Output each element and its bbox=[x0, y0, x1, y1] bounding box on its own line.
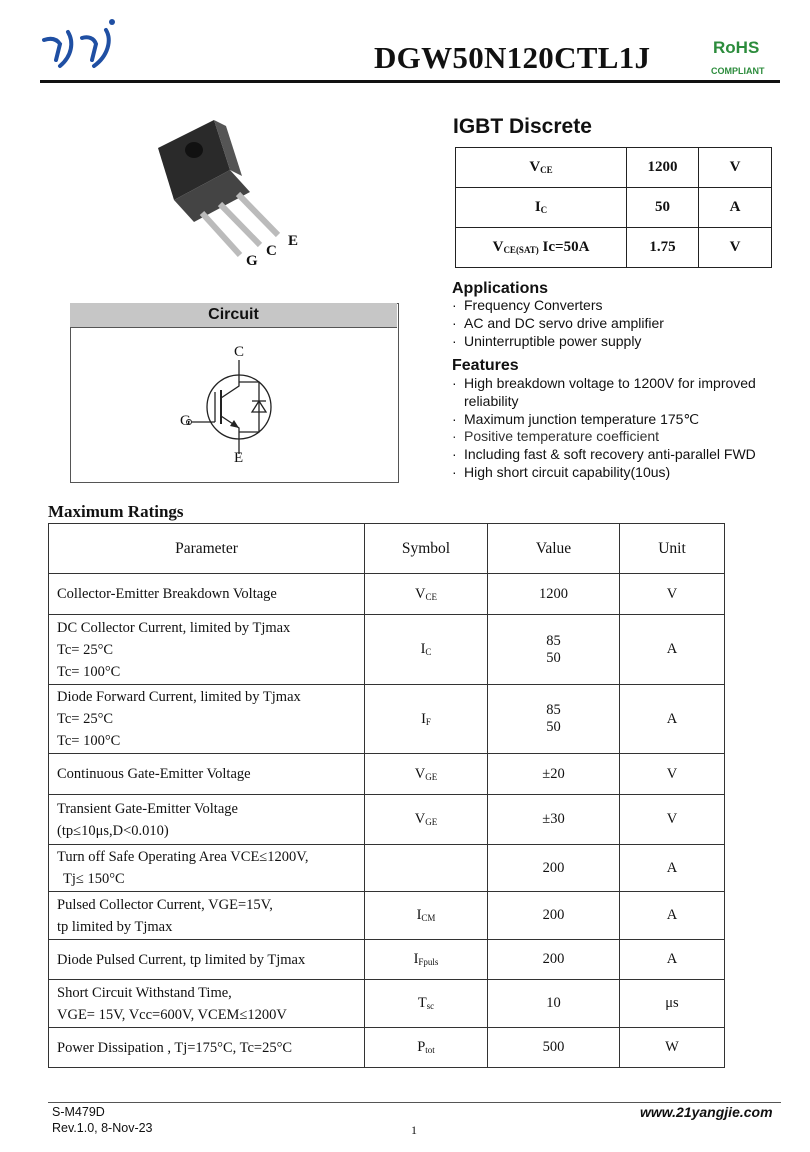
table-row: Collector-Emitter Breakdown Voltage $V_{CE}$ 1200 V bbox=[49, 574, 725, 615]
website-link[interactable]: www.21yangjie.com bbox=[640, 1104, 773, 1120]
key-spec-table bbox=[455, 147, 772, 268]
list-item: · Frequency Converters bbox=[452, 297, 782, 315]
list-item: · Including fast & soft recovery anti-parallel FWD bbox=[452, 446, 782, 464]
list-item: · Maximum junction temperature 175℃ bbox=[452, 411, 782, 429]
table-row: Diode Pulsed Current, tp limited by Tjmax $I_{Fpuls}$ 200 A bbox=[49, 940, 725, 980]
ratings-header-row: Parameter Symbol Value Unit bbox=[49, 524, 725, 574]
rohs-compliant-label: COMPLIANT bbox=[711, 66, 765, 76]
circuit-title: Circuit bbox=[70, 303, 397, 328]
table-row: Continuous Gate-Emitter Voltage $V_{GE}$ ±20 V bbox=[49, 754, 725, 795]
circuit-label-collector: C bbox=[234, 344, 245, 360]
company-logo bbox=[38, 16, 122, 70]
header-divider bbox=[40, 80, 780, 83]
list-item: · AC and DC servo drive amplifier bbox=[452, 315, 782, 333]
rohs-badge: RoHS bbox=[713, 38, 760, 57]
pin-label-e: E bbox=[288, 233, 299, 249]
page-number: 1 bbox=[411, 1123, 417, 1137]
to247-package-image bbox=[150, 110, 310, 280]
table-row: Transient Gate-Emitter Voltage (tp≤10μs,D<0.010) $V_{GE}$ ±30 V bbox=[49, 795, 725, 845]
spec-row: $V_{CE(SAT)}$ Ic=50A 1.75 V bbox=[456, 228, 772, 268]
ratings-title: Maximum Ratings bbox=[48, 502, 184, 521]
table-row: DC Collector Current, limited by Tjmax Tc= 25°C Tc= 100°C $I_C$ 85 50 A bbox=[49, 615, 725, 685]
spec-row: $I_C$ 50 A bbox=[456, 188, 772, 228]
ratings-table bbox=[48, 523, 725, 1068]
list-item: · High breakdown voltage to 1200V for improved reliability bbox=[452, 375, 782, 411]
table-row: Turn off Safe Operating Area VCE≤1200V, Tj≤ 150°C 200 A bbox=[49, 845, 725, 892]
features-title: Features bbox=[452, 357, 519, 374]
applications-list bbox=[452, 297, 782, 350]
pin-label-g: G bbox=[246, 253, 258, 269]
pin-label-c: C bbox=[266, 243, 277, 259]
part-number: DGW50N120CTL1J bbox=[374, 40, 651, 75]
spec-row: $V_{CE}$ 1200 V bbox=[456, 148, 772, 188]
table-row: Diode Forward Current, limited by Tjmax Tc= 25°C Tc= 100°C $I_F$ 85 50 A bbox=[49, 685, 725, 754]
list-item: · Positive temperature coefficient bbox=[452, 428, 782, 446]
product-type: IGBT Discrete bbox=[453, 115, 592, 138]
table-row: Short Circuit Withstand Time, VGE= 15V, Vcc=600V, VCEM≤1200V $T_{sc}$ 10 μs bbox=[49, 980, 725, 1028]
circuit-label-emitter: E bbox=[234, 450, 244, 466]
table-row: Power Dissipation , Tj=175°C, Tc=25°C $P_{tot}$ 500 W bbox=[49, 1028, 725, 1068]
features-list bbox=[452, 375, 782, 482]
table-row: Pulsed Collector Current, VGE=15V, tp limited by Tjmax $I_{CM}$ 200 A bbox=[49, 892, 725, 940]
doc-id: S-M479D bbox=[52, 1105, 105, 1119]
applications-title: Applications bbox=[452, 280, 549, 297]
revision: Rev.1.0, 8-Nov-23 bbox=[52, 1121, 153, 1135]
circuit-label-gate: G bbox=[180, 413, 191, 429]
list-item: · Uninterruptible power supply bbox=[452, 333, 782, 351]
list-item: · High short circuit capability(10us) bbox=[452, 464, 782, 482]
footer-divider bbox=[48, 1102, 781, 1103]
